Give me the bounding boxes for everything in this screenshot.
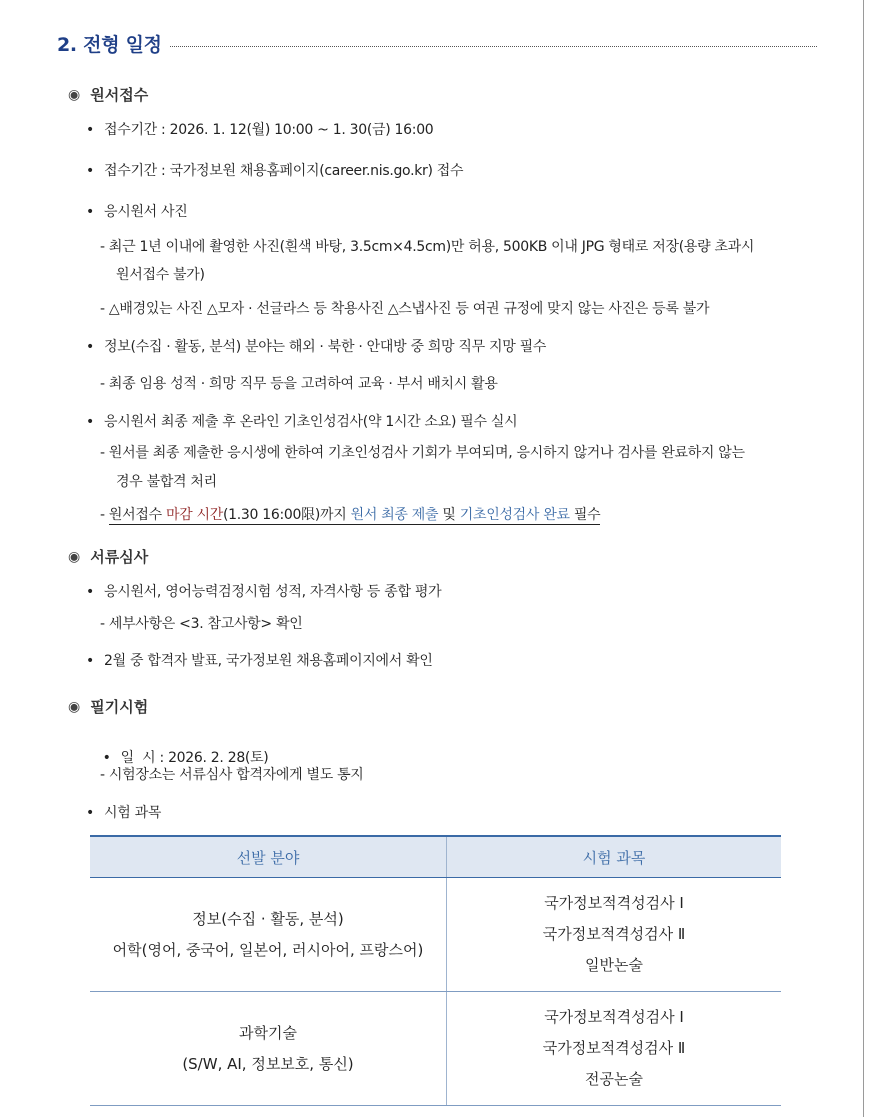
table-row	[90, 878, 781, 992]
bullet-icon: •	[86, 163, 94, 179]
bullet-icon: •	[102, 750, 111, 766]
deadline-highlight-red: 마감 시간	[165, 507, 223, 523]
subheading-application	[68, 84, 148, 105]
section-title	[57, 28, 817, 58]
bullet-icon: •	[86, 122, 94, 138]
sub-list-item: - 최종 임용 성적 · 희망 직무 등을 고려하여 교육 · 부서 배치시 활용	[100, 376, 498, 392]
subheading-application-text: 원서접수	[90, 86, 149, 104]
bullet-icon: •	[86, 414, 94, 430]
circle-bullet-icon: ◉	[68, 86, 81, 103]
sub-list-item: - 최근 1년 이내에 촬영한 사진(흰색 바탕, 3.5cm×4.5cm)만 허용, 500KB 이내 JPG 형태로 저장(용량 초과시	[100, 239, 755, 255]
column-header-subject: 시험 과목	[447, 836, 782, 878]
deadline-highlight-submit: 원서 최종 제출	[350, 507, 439, 523]
sub-list-item-continued: 원서접수 불가)	[116, 267, 205, 283]
subheading-written-exam	[68, 696, 148, 717]
list-item: • 2월 중 합격자 발표, 국가정보원 채용홈페이지에서 확인	[86, 653, 433, 669]
bullet-icon: •	[86, 204, 94, 220]
list-item: • 응시원서, 영어능력검정시험 성적, 자격사항 등 종합 평가	[86, 584, 442, 600]
section-title-text: 2. 전형 일정	[57, 33, 162, 56]
sub-list-item: - 원서를 최종 제출한 응시생에 한하여 기초인성검사 기회가 부여되며, 응시하지 않거나 검사를 완료하지 않는	[100, 445, 745, 461]
bullet-icon: •	[86, 805, 94, 821]
subheading-written-exam-text: 필기시험	[90, 698, 149, 716]
deadline-underlined-text: 원서접수 마감 시간(1.30 16:00限)까지 원서 최종 제출 및 기초인성검사 완료 필수	[108, 507, 601, 523]
deadline-highlight-test: 기초인성검사 완료	[459, 507, 570, 523]
table-row	[90, 992, 781, 1106]
table-header-row	[90, 836, 781, 878]
list-item: • 시험 과목	[86, 805, 162, 821]
field-cell: 정보(수집 · 활동, 분석) 어학(영어, 중국어, 일본어, 러시아어, 프랑스어)	[90, 878, 447, 992]
circle-bullet-icon: ◉	[68, 548, 81, 565]
column-header-field: 선발 분야	[90, 836, 447, 878]
deadline-notice: - 원서접수 마감 시간(1.30 16:00限)까지 원서 최종 제출 및 기초인성검사 완료 필수	[100, 507, 601, 523]
bullet-icon: •	[86, 339, 94, 355]
sub-list-item: - 세부사항은 <3. 참고사항> 확인	[100, 616, 303, 632]
sub-list-item: - △배경있는 사진 △모자 · 선글라스 등 착용사진 △스냅사진 등 여권 규정에 맞지 않는 사진은 등록 불가	[100, 301, 710, 317]
title-dotted-rule	[170, 46, 817, 47]
list-item: • 응시원서 사진	[86, 204, 188, 220]
list-item: • 응시원서 최종 제출 후 온라인 기초인성검사(약 1시간 소요) 필수 실시	[86, 414, 518, 430]
bullet-icon: •	[86, 584, 94, 600]
circle-bullet-icon: ◉	[68, 698, 81, 715]
subheading-document-review-text: 서류심사	[90, 548, 149, 566]
exam-subjects-table	[90, 835, 781, 1106]
subject-cell: 국가정보적격성검사 Ⅰ 국가정보적격성검사 Ⅱ 일반논술	[447, 878, 782, 992]
bullet-icon: •	[86, 653, 94, 669]
list-item: • 접수기간 : 2026. 1. 12(월) 10:00 ~ 1. 30(금) 16:00	[86, 122, 434, 138]
list-item: • 접수기간 : 국가정보원 채용홈페이지(career.nis.go.kr) 접수	[86, 163, 464, 179]
sub-list-item-continued: 경우 불합격 처리	[116, 474, 217, 490]
subheading-document-review	[68, 546, 148, 567]
subject-cell: 국가정보적격성검사 Ⅰ 국가정보적격성검사 Ⅱ 전공논술	[447, 992, 782, 1106]
list-item: • 일 시 : 2026. 2. 28(토)	[102, 750, 269, 766]
field-cell: 과학기술 (S/W, AI, 정보보호, 통신)	[90, 992, 447, 1106]
list-item: • 정보(수집 · 활동, 분석) 분야는 해외 · 북한 · 안대방 중 희망 직무 지망 필수	[86, 339, 547, 355]
sub-list-item: - 시험장소는 서류심사 합격자에게 별도 통지	[100, 767, 364, 783]
